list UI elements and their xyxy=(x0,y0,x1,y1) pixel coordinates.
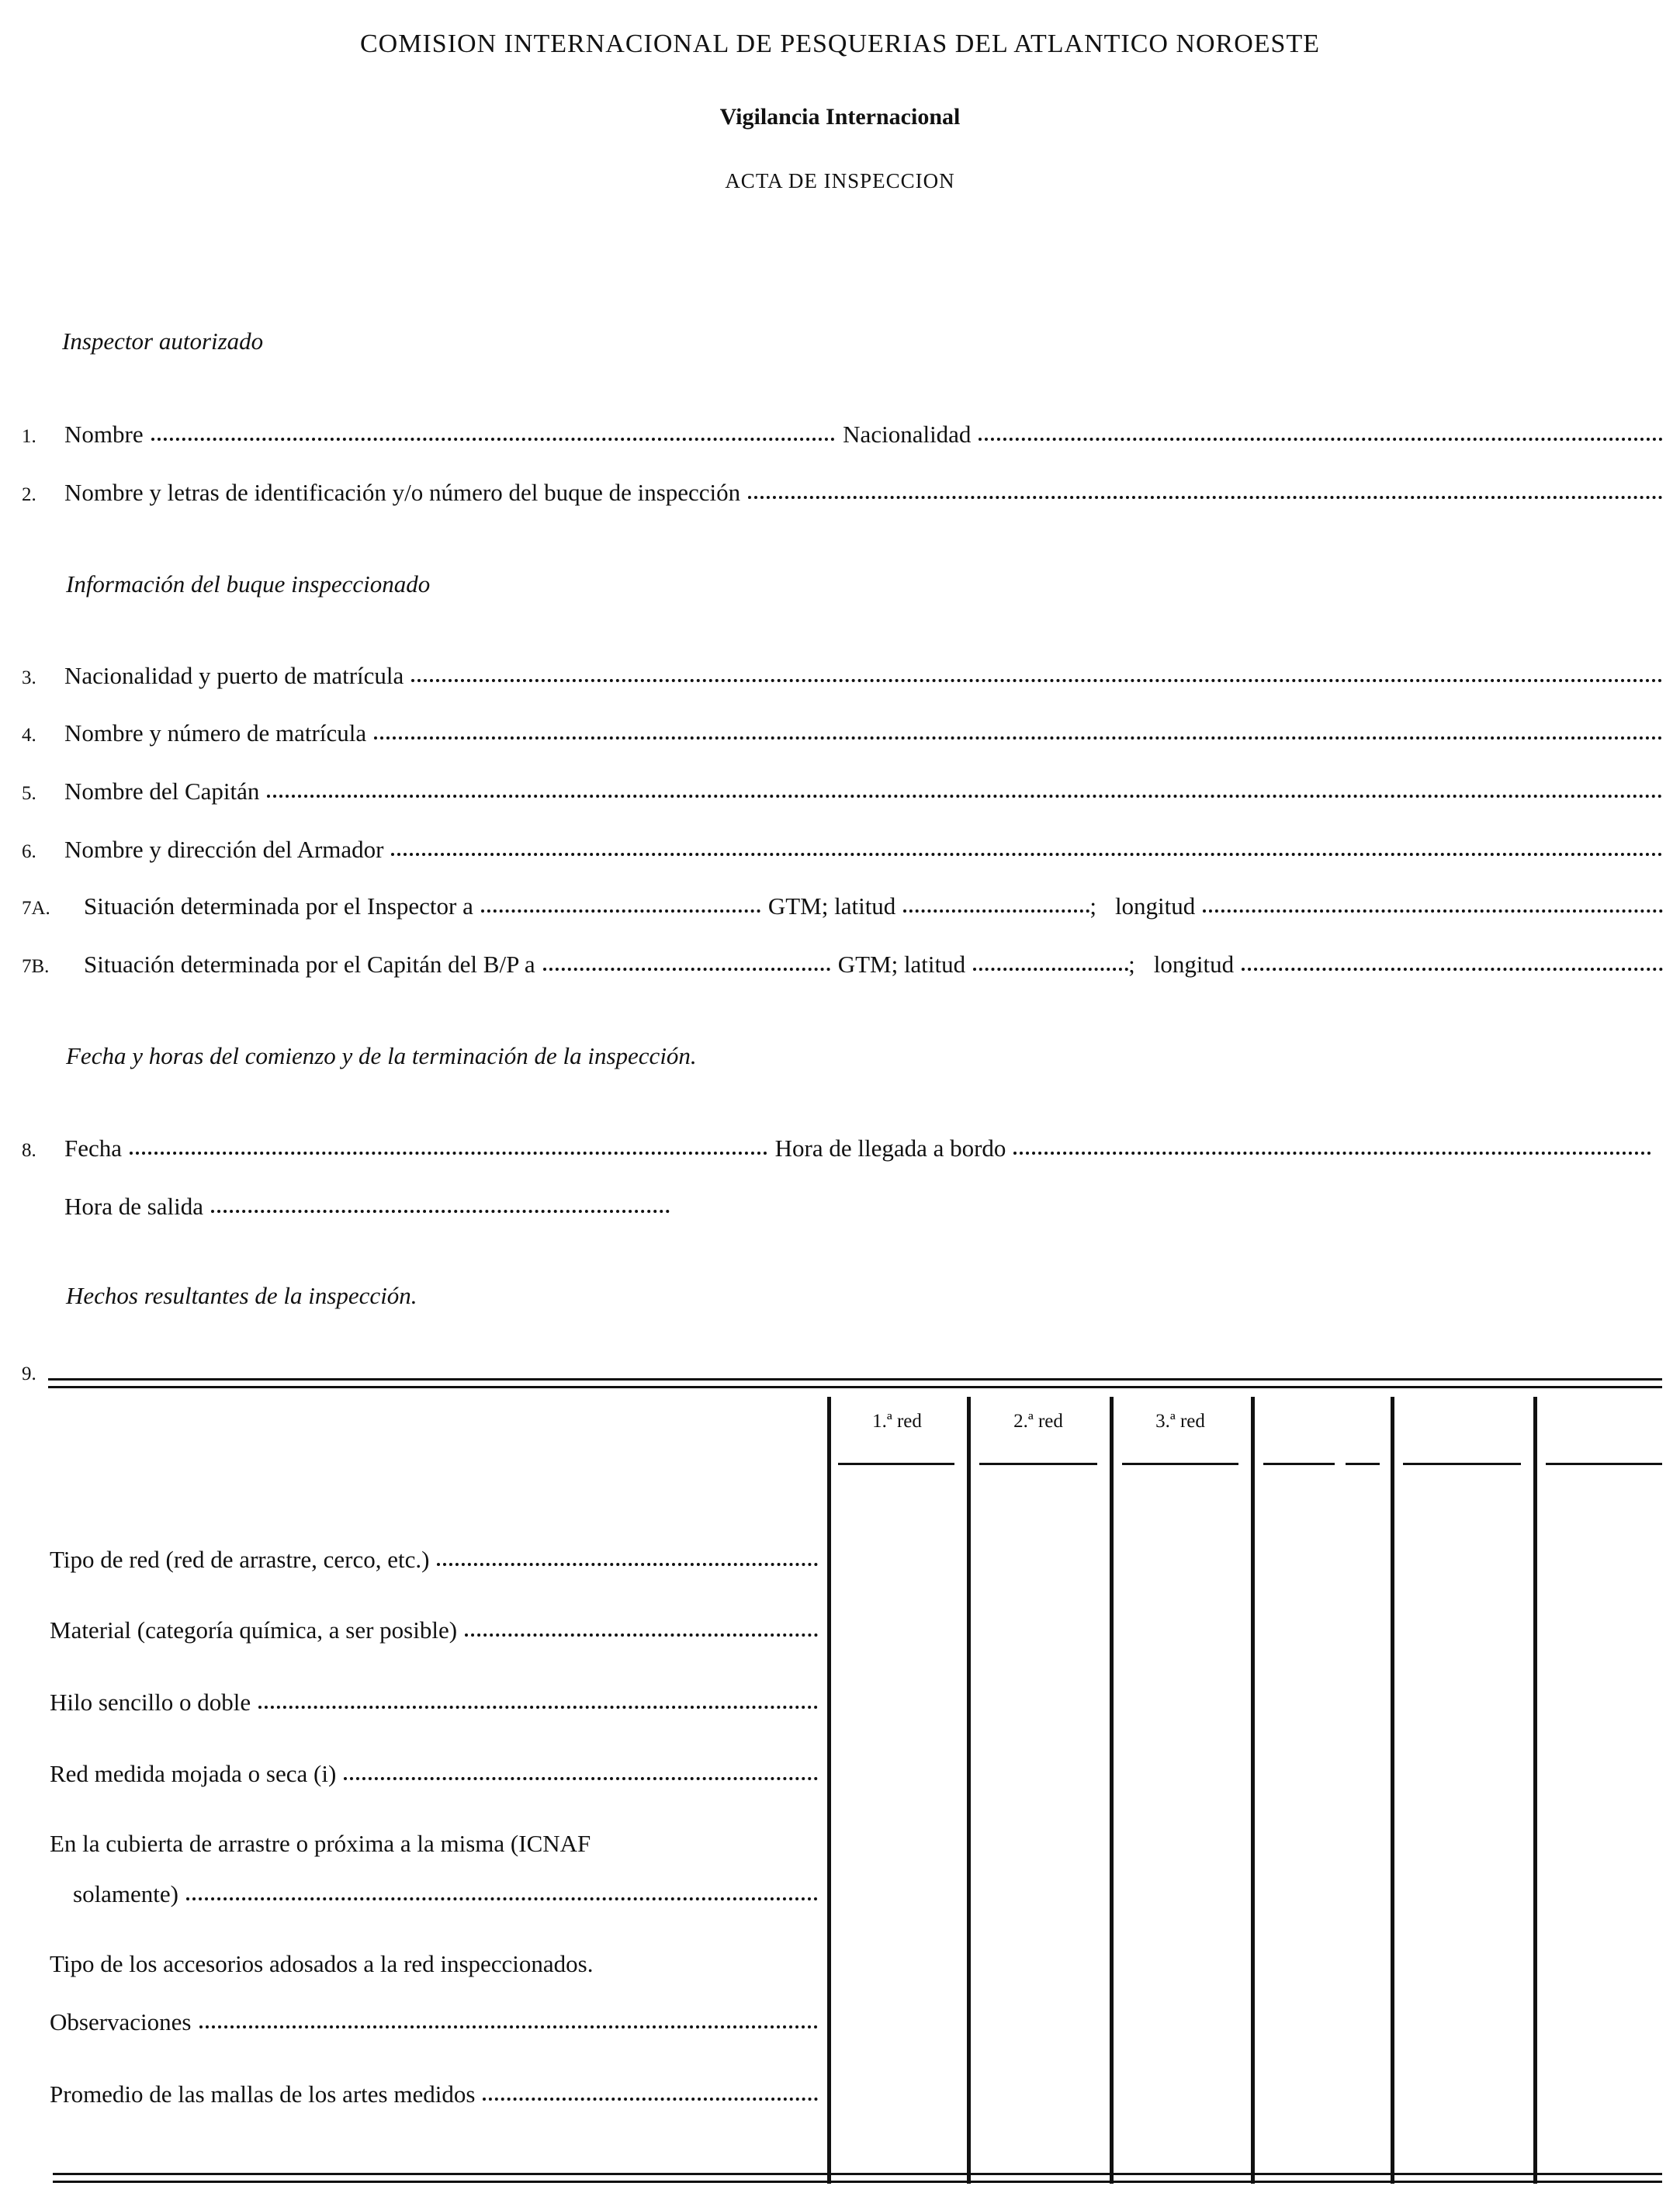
document-subtitle: Vigilancia Internacional xyxy=(719,104,961,130)
gtm-input-line[interactable] xyxy=(543,968,830,971)
field-number: 6. xyxy=(22,841,36,862)
column-header-net-2: 2.ª red xyxy=(1013,1411,1063,1432)
row-leader xyxy=(199,2025,819,2028)
row-label: Promedio de las mallas de los artes medidos xyxy=(50,2080,476,2108)
field-label: Nombre y dirección del Armador xyxy=(64,836,384,863)
field-label: Situación determinada por el Capitán del B/P a xyxy=(84,951,535,978)
table-row xyxy=(50,1546,818,1574)
field-number: 8. xyxy=(22,1140,36,1161)
field-7a xyxy=(22,892,1663,920)
row-label: En la cubierta de arrastre o próxima a la misma (ICNAF xyxy=(50,1830,591,1857)
latitude-input-line[interactable] xyxy=(973,968,1128,971)
field-2 xyxy=(22,479,1663,507)
field-number: 2. xyxy=(22,484,36,505)
field-label: Nombre y número de matrícula xyxy=(64,719,367,747)
row-label: Material (categoría química, a ser posible) xyxy=(50,1616,458,1644)
registry-port-input-line[interactable] xyxy=(411,679,1663,682)
field-7b xyxy=(22,951,1663,979)
field-label: longitud xyxy=(1114,892,1196,920)
row-leader xyxy=(186,1897,818,1900)
field-6 xyxy=(22,836,1663,864)
column-header-underline xyxy=(1122,1463,1238,1465)
row-leader xyxy=(258,1706,818,1709)
table-column-divider xyxy=(1110,1397,1114,2184)
table-row xyxy=(50,2008,818,2036)
row-leader xyxy=(465,1633,818,1637)
field-number: 4. xyxy=(22,725,36,746)
longitude-input-line[interactable] xyxy=(1203,909,1663,913)
field-5 xyxy=(22,778,1663,805)
field-label: Hora de salida xyxy=(64,1193,204,1220)
field-label: Situación determinada por el Inspector a xyxy=(84,892,473,920)
column-header-underline xyxy=(1403,1463,1521,1465)
table-top-rule xyxy=(48,1378,1662,1381)
field-label: GTM; latitud xyxy=(767,892,896,920)
table-column-divider xyxy=(967,1397,971,2184)
field-label: GTM; latitud xyxy=(837,951,966,978)
section-facts: Hechos resultantes de la inspección. xyxy=(66,1282,417,1309)
field-number: 5. xyxy=(22,783,36,804)
table-bottom-rule xyxy=(53,2181,1662,2183)
field-label: Fecha xyxy=(64,1135,123,1162)
table-bottom-rule xyxy=(53,2173,1662,2175)
field-number: 9. xyxy=(22,1363,36,1384)
field-4 xyxy=(22,719,1663,747)
field-separator: ; xyxy=(1089,892,1096,920)
table-row xyxy=(50,1689,818,1717)
document-title: COMISION INTERNACIONAL DE PESQUERIAS DEL ATLANTICO NOROESTE xyxy=(360,29,1320,58)
row-leader xyxy=(437,1563,818,1566)
table-row xyxy=(50,1830,818,1858)
row-leader xyxy=(344,1777,818,1780)
field-label: Nombre y letras de identificación y/o número del buque de inspección xyxy=(64,479,741,506)
section-inspector: Inspector autorizado xyxy=(62,327,264,355)
arrival-time-input-line[interactable] xyxy=(1013,1152,1651,1155)
section-vessel: Información del buque inspeccionado xyxy=(66,570,431,598)
column-header-underline xyxy=(1546,1463,1662,1465)
field-label: Nacionalidad y puerto de matrícula xyxy=(64,662,404,689)
field-number: 7A. xyxy=(22,898,50,919)
date-input-line[interactable] xyxy=(130,1152,767,1155)
field-number: 7B. xyxy=(22,956,50,977)
row-label: Hilo sencillo o doble xyxy=(50,1689,251,1716)
table-column-divider xyxy=(1251,1397,1255,2184)
table-column-divider xyxy=(1533,1397,1537,2184)
table-column-divider xyxy=(1391,1397,1394,2184)
table-column-divider xyxy=(827,1397,831,2184)
field-label: longitud xyxy=(1153,951,1235,978)
field-label: Nombre del Capitán xyxy=(64,778,260,805)
table-row xyxy=(50,1616,818,1644)
field-8-departure xyxy=(64,1193,670,1221)
captain-input-line[interactable] xyxy=(267,795,1663,798)
table-row xyxy=(50,1950,818,1978)
latitude-input-line[interactable] xyxy=(903,909,1089,913)
departure-time-input-line[interactable] xyxy=(211,1210,670,1213)
field-8 xyxy=(22,1135,1651,1162)
field-label: Hora de llegada a bordo xyxy=(774,1135,1006,1162)
table-row xyxy=(50,1760,818,1788)
column-header-underline xyxy=(1263,1463,1335,1465)
section-dates: Fecha y horas del comienzo y de la terminación de la inspección. xyxy=(66,1042,697,1069)
field-label: Nacionalidad xyxy=(843,421,972,448)
column-header-net-3: 3.ª red xyxy=(1155,1411,1205,1432)
name-input-line[interactable] xyxy=(151,438,836,441)
nationality-input-line[interactable] xyxy=(979,438,1663,441)
row-label: Red medida mojada o seca (i) xyxy=(50,1760,337,1787)
row-label: Observaciones xyxy=(50,2008,192,2035)
row-label: solamente) xyxy=(73,1880,179,1907)
field-number: 3. xyxy=(22,667,36,688)
column-header-underline xyxy=(979,1463,1097,1465)
column-header-underline xyxy=(1346,1463,1380,1465)
longitude-input-line[interactable] xyxy=(1242,968,1663,971)
column-header-underline xyxy=(838,1463,954,1465)
row-label: Tipo de los accesorios adosados a la red inspeccionados. xyxy=(50,1950,594,1977)
row-leader xyxy=(483,2098,818,2101)
owner-input-line[interactable] xyxy=(391,853,1663,856)
field-number: 1. xyxy=(22,426,36,447)
column-header-net-1: 1.ª red xyxy=(872,1411,922,1432)
field-separator: ; xyxy=(1128,951,1135,978)
field-3 xyxy=(22,662,1663,690)
inspection-vessel-input-line[interactable] xyxy=(748,496,1663,499)
table-top-rule xyxy=(48,1386,1662,1388)
field-1 xyxy=(22,421,1663,449)
document-caption: ACTA DE INSPECCION xyxy=(725,169,955,192)
gtm-input-line[interactable] xyxy=(481,909,760,913)
table-row xyxy=(73,1880,818,1908)
field-label: Nombre xyxy=(64,421,144,448)
registry-number-input-line[interactable] xyxy=(374,736,1663,740)
table-row xyxy=(50,2080,818,2108)
row-label: Tipo de red (red de arrastre, cerco, etc.) xyxy=(50,1546,430,1573)
